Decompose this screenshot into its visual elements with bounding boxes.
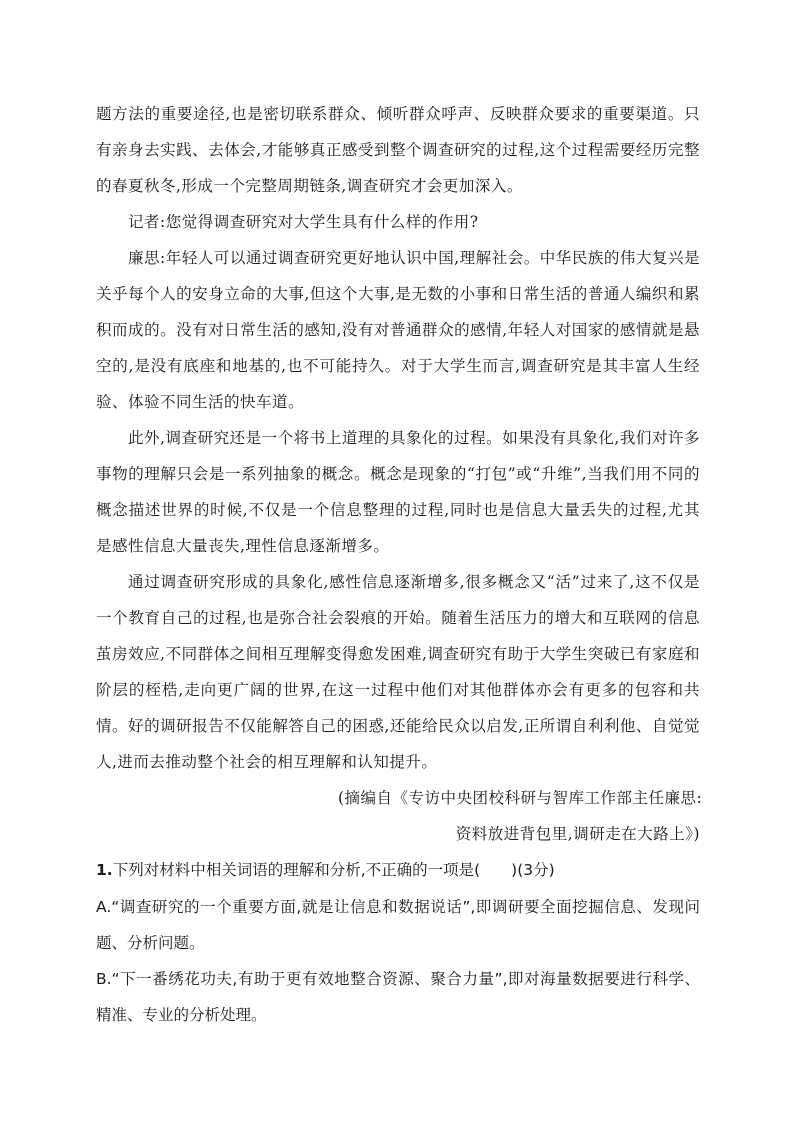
passage-line: 事物的理解只会是一系列抽象的概念。概念是现象的“打包”或“升维”,当我们用不同的 [96, 465, 700, 483]
passage-line: 茧房效应,不同群体之间相互理解变得愈发困难,调查研究有助于大学生突破已有家庭和 [96, 645, 700, 663]
option-a: A.“调查研究的一个重要方面,就是让信息和数据说话”,即调研要全面挖掘信息、发现问 [96, 898, 700, 916]
passage-line: 关乎每个人的安身立命的大事,但这个大事,是无数的小事和日常生活的普通人编织和累 [96, 285, 700, 303]
passage-line: 记者:您觉得调查研究对大学生具有什么样的作用? [128, 213, 479, 231]
passage-line: 情。好的调研报告不仅能解答自己的困惑,还能给民众以启发,正所谓自利利他、自觉觉 [96, 717, 700, 735]
question-stem [96, 859, 700, 881]
option-b: B.“下一番绣花功夫,有助于更有效地整合资源、聚合力量”,即对海量数据要进行科学、 [96, 970, 700, 988]
source-citation: 资料放进背包里,调研走在大路上》) [455, 825, 700, 843]
passage-line: 有亲身去实践、去体会,才能够真正感受到整个调查研究的过程,这个过程需要经历完整 [96, 141, 700, 159]
passage-line: 是感性信息大量丧失,理性信息逐渐增多。 [96, 537, 390, 555]
passage-line: 题方法的重要途径,也是密切联系群众、倾听群众呼声、反映群众要求的重要渠道。只 [96, 105, 700, 123]
option-b-continued: 精准、专业的分析处理。 [96, 1006, 267, 1024]
passage-line: 空的,是没有底座和地基的,也不可能持久。对于大学生而言,调查研究是其丰富人生经 [96, 357, 700, 375]
passage-line: 阶层的桎梏,走向更广阔的世界,在这一过程中他们对其他群体亦会有更多的包容和共 [96, 681, 700, 699]
passage-line: 廉思:年轻人可以通过调查研究更好地认识中国,理解社会。中华民族的伟大复兴是 [128, 249, 700, 267]
passage-line: 通过调查研究形成的具象化,感性信息逐渐增多,很多概念又“活”过来了,这不仅是 [128, 573, 700, 591]
source-citation: (摘编自《专访中央团校科研与智库工作部主任廉思: [338, 789, 703, 807]
passage-line: 人,进而去推动整个社会的相互理解和认知提升。 [96, 753, 438, 771]
question-text: 下列对材料中相关词语的理解和分析,不正确的一项是( )(3分) [112, 861, 555, 879]
passage-line: 验、体验不同生活的快车道。 [96, 393, 305, 411]
passage-line: 概念描述世界的时候,不仅是一个信息整理的过程,同时也是信息大量丢失的过程,尤其 [96, 501, 700, 519]
passage-line: 一个教育自己的过程,也是弥合社会裂痕的开始。随着生活压力的增大和互联网的信息 [96, 609, 700, 627]
passage-line: 此外,调查研究还是一个将书上道理的具象化的过程。如果没有具象化,我们对许多 [128, 429, 700, 447]
passage-line: 的春夏秋冬,形成一个完整周期链条,调查研究才会更加深入。 [96, 177, 523, 195]
passage-line: 积而成的。没有对日常生活的感知,没有对普通群众的感情,年轻人对国家的感情就是悬 [96, 321, 700, 339]
question-number: 1. [96, 861, 113, 879]
option-a-continued: 题、分析问题。 [96, 934, 205, 952]
